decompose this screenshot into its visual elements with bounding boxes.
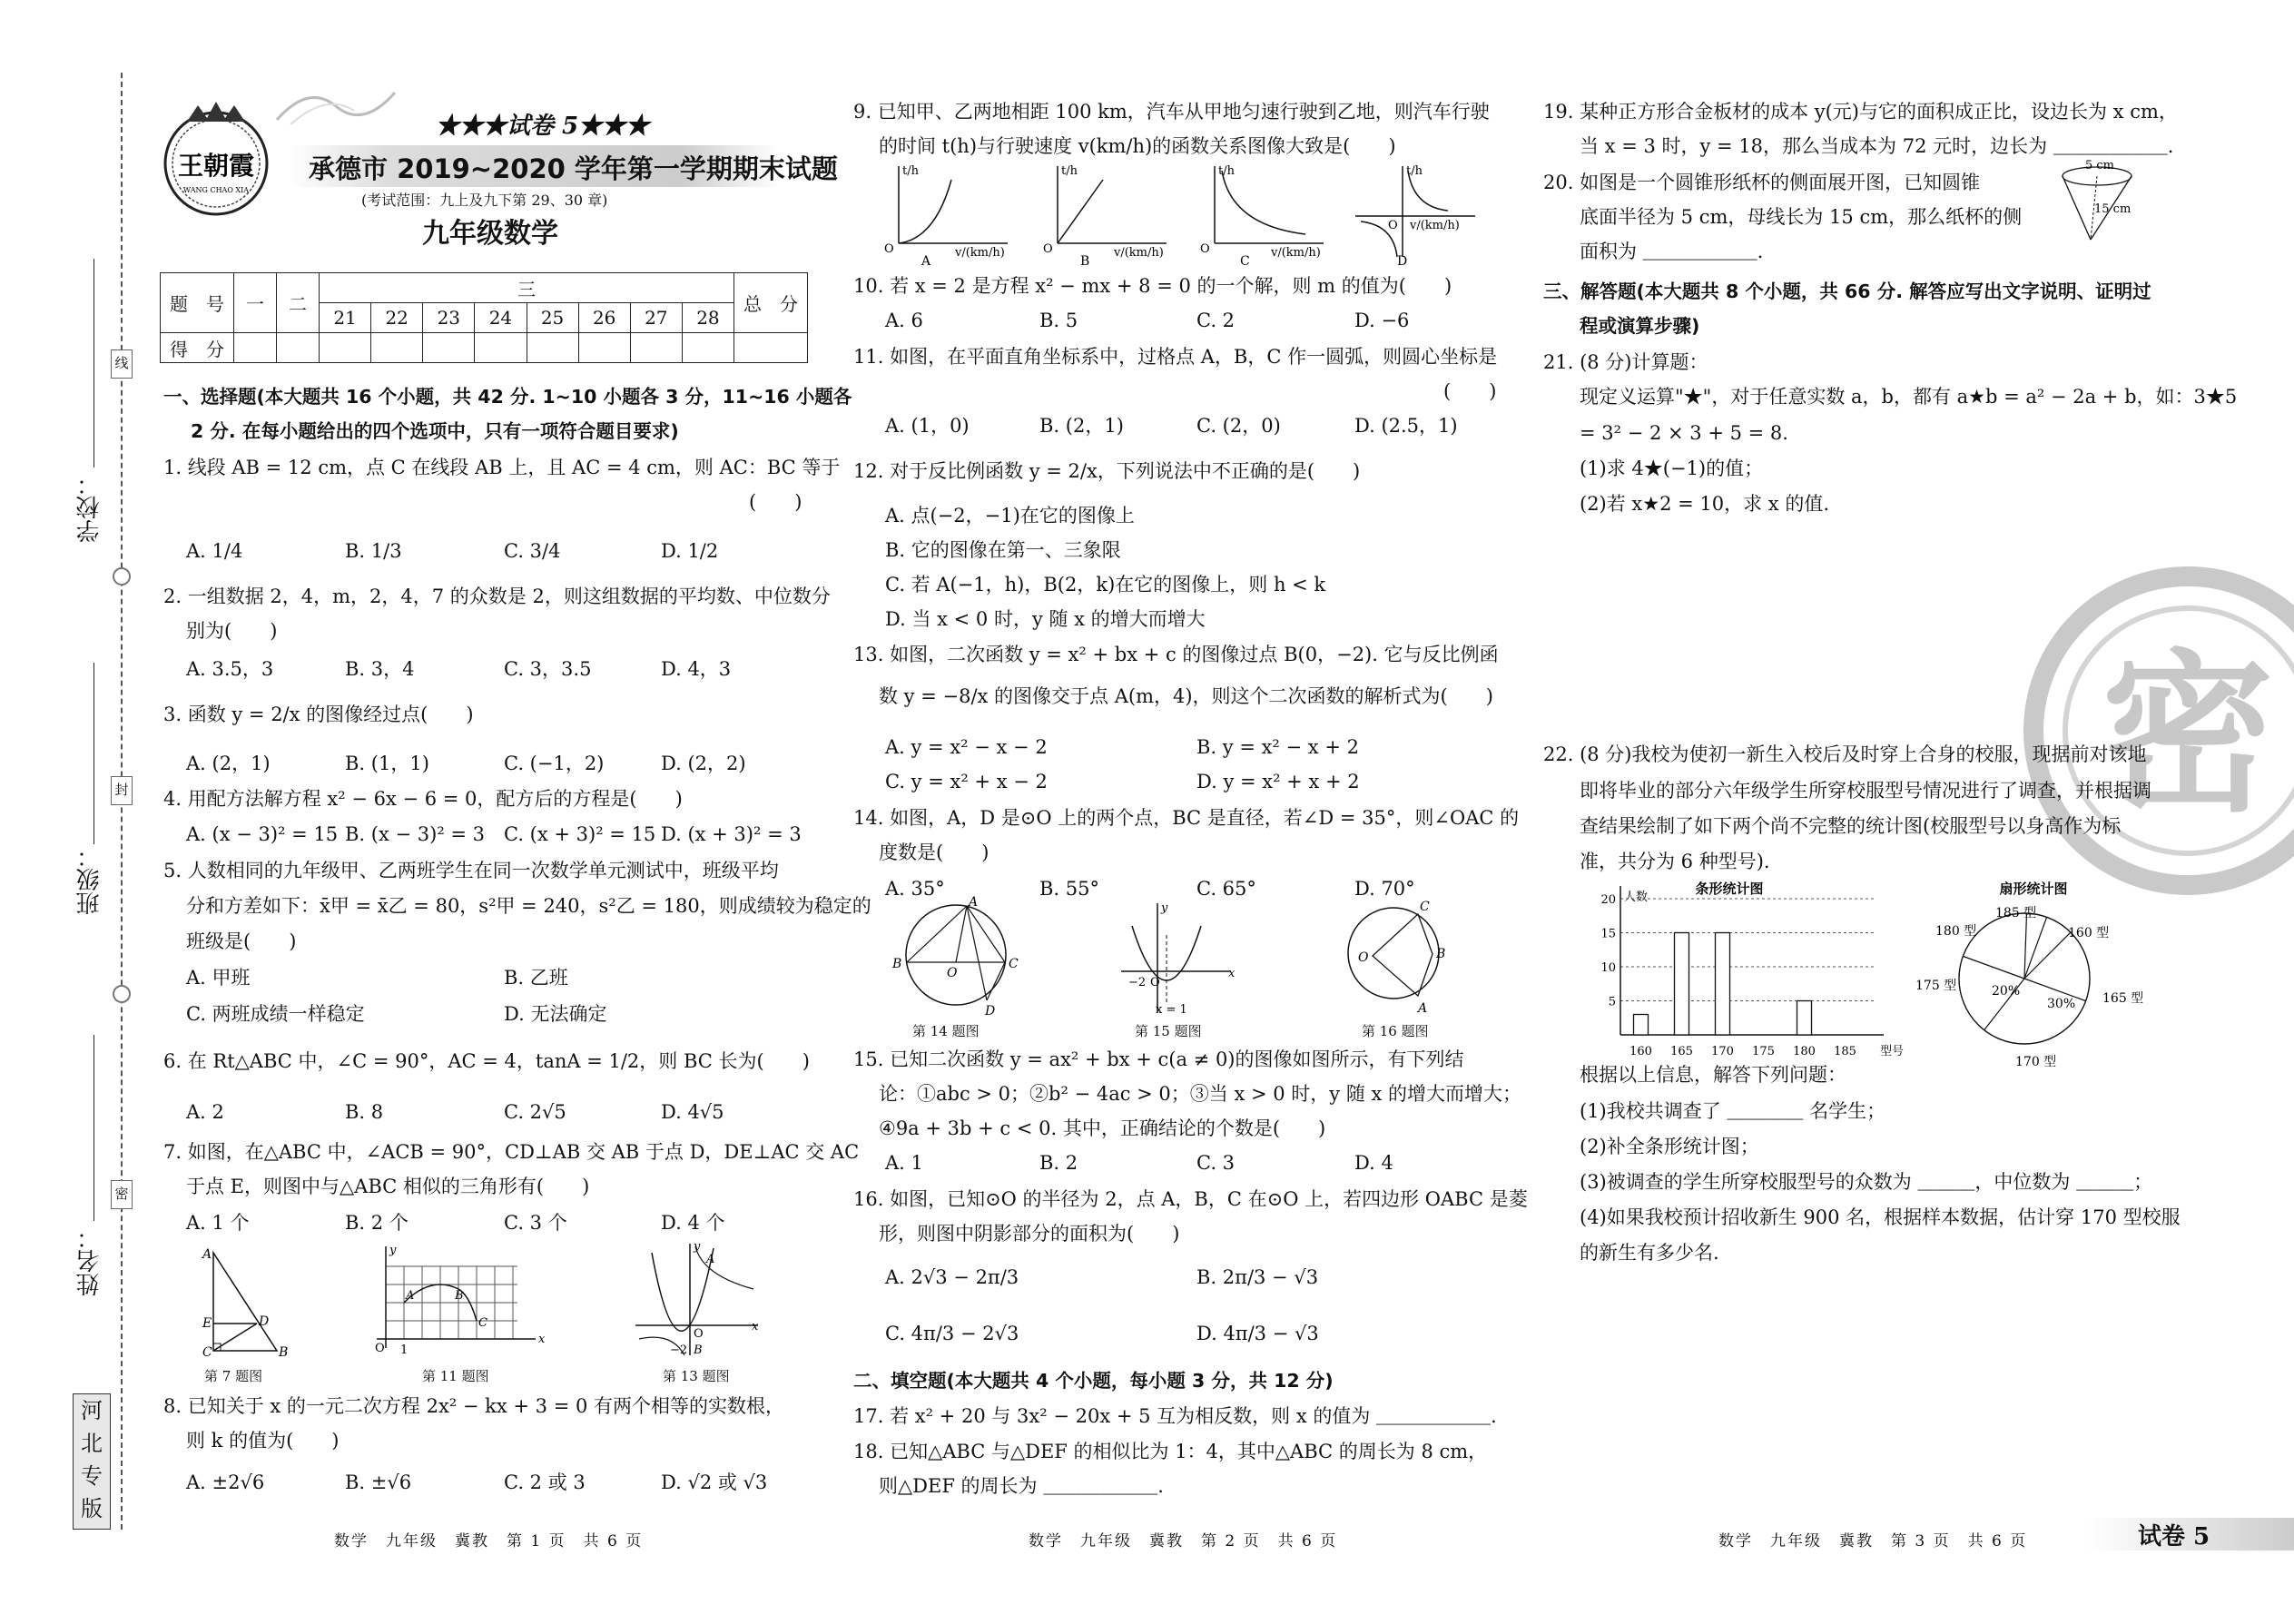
q22-text: 准，共分为 6 种型号). [1580,851,1770,872]
brand-sub: WANG CHAO XIA [182,186,250,194]
axis-label: v/(km/h) [1410,219,1460,232]
q15-option[interactable]: B. 2 [1039,1152,1078,1174]
bar-chart [1593,881,1920,1062]
q20-cont: 面积为 ＿＿＿＿＿＿. [1580,241,1764,262]
q16: 16. 如图，已知⊙O 的半径为 2，点 A，B，C 在⊙O 上，若四边形 OABC 是菱 [853,1188,1528,1210]
q16-option[interactable]: D. 4π/3 − √3 [1196,1323,1319,1344]
q5-option[interactable]: B. 乙班 [504,967,568,989]
secret-stamp [2015,554,2294,908]
bar-chart-xlabel: 型号 [1880,1045,1905,1058]
score-cell[interactable] [682,333,733,363]
fig11-caption: 第 11 题图 [422,1368,489,1384]
corner-label: 试卷 5 [2138,1523,2210,1550]
q15-cont: ④9a + 3b + c < 0. 其中，正确结论的个数是( ) [879,1117,1326,1139]
class-label: 班级： [76,844,103,915]
svg-text:A: A [406,1289,415,1303]
svg-text:−2: −2 [670,1343,688,1357]
q10-option[interactable]: A. 6 [885,310,923,331]
q8-option[interactable]: C. 2 或 3 [504,1471,586,1493]
q5: 5. 人数相同的九年级甲、乙两班学生在同一次数学单元测试中，班级平均 [163,860,779,881]
q10-option[interactable]: B. 5 [1039,310,1078,331]
svg-text:x: x [538,1333,546,1346]
seal-mark-seal: 封 [111,776,133,805]
figure-q20-cone [2047,159,2147,243]
q4-option[interactable]: C. (x + 3)² = 15 [504,823,656,845]
q16-option[interactable]: A. 2√3 − 2π/3 [885,1266,1019,1288]
figure-q14 [885,895,1030,1019]
q-number: 25 [527,303,578,333]
svg-text:E: E [202,1316,212,1331]
svg-text:C: C [202,1345,212,1360]
q5-cont: 分和方差如下：x̄甲 = x̄乙 = 80，s²甲 = 240，s²乙 = 180，则成绩较为稳定的 [186,895,871,917]
q11-option[interactable]: C. (2，0) [1196,415,1281,437]
q4: 4. 用配方法解方程 x² − 6x − 6 = 0，配方后的方程是( ) [163,788,683,810]
y-tick-label: 20 [1600,893,1616,907]
brand-logo [153,98,280,225]
edition-char: 北 [81,1431,103,1456]
q1-option[interactable]: B. 1/3 [345,540,402,562]
svg-text:B: B [455,1289,464,1303]
option-label[interactable]: B [1080,254,1090,269]
score-cell[interactable] [734,333,808,363]
option-label[interactable]: C [1240,254,1250,269]
q12-option[interactable]: A. 点(−2，−1)在它的图像上 [885,505,1135,527]
pie-slice-label: 170 型 [2015,1055,2057,1069]
q22: 22. (8 分)我校为使初一新生入校后及时穿上合身的校服，现据前对该地 [1543,743,2147,765]
page-footer-3: 数学 九年级 冀教 第 3 页 共 6 页 [1718,1532,2028,1550]
q2-cont: 别为( ) [186,620,278,642]
option-label[interactable]: A [921,254,931,269]
q1-option[interactable]: D. 1/2 [661,540,719,562]
q22-part4: (4)如果我校预计招收新生 900 名，根据样本数据，估计穿 170 型校服 [1580,1206,2181,1228]
svg-text:O: O [1358,950,1369,965]
section1-heading-cont: 2 分. 在每小题给出的四个选项中，只有一项符合题目要求) [191,420,679,442]
axis-label: v/(km/h) [955,246,1005,260]
y-tick-label: 15 [1600,927,1616,941]
q16-cont: 形，则图中阴影部分的面积为( ) [879,1223,1180,1245]
q3: 3. 函数 y = 2/x 的图像经过点( ) [163,704,474,725]
section-col: 一 [234,273,277,333]
seal-mark-secret: 密 [111,1180,133,1209]
y-tick-label: 5 [1608,995,1616,1009]
fig13-caption: 第 13 题图 [663,1368,730,1384]
fig15-caption: 第 15 题图 [1135,1023,1202,1039]
figure-q9-d [1348,162,1484,269]
score-cell[interactable] [475,333,527,363]
q18: 18. 已知△ABC 与△DEF 的相似比为 1：4，其中△ABC 的周长为 8 cm， [853,1441,1488,1462]
q22-text: 即将毕业的部分六年级学生所穿校服型号情况进行了调查，并根据调 [1580,780,2151,802]
q21-text: = 3² − 2 × 3 + 5 = 8. [1580,422,1788,444]
svg-text:O: O [1200,242,1210,256]
q-number: 22 [371,303,423,333]
svg-text:B: B [279,1345,289,1360]
q11-option[interactable]: B. (2，1) [1039,415,1124,437]
svg-text:O: O [1043,242,1053,256]
q2-option[interactable]: D. 4，3 [661,658,732,680]
q16-option[interactable]: C. 4π/3 − 2√3 [885,1323,1019,1344]
q7: 7. 如图，在△ABC 中，∠ACB = 90°，CD⊥AB 交 AB 于点 D，DE⊥AC 交 AC [163,1141,860,1163]
q22-part3: (3)被调查的学生所穿校服型号的众数为 ＿＿＿，中位数为 ＿＿＿； [1580,1171,2153,1193]
axis-label: t/h [1218,164,1235,178]
svg-text:y: y [694,1240,701,1254]
q11-option[interactable]: D. (2.5，1) [1354,415,1458,437]
bar [1634,1015,1649,1036]
subject-title: 九年级数学 [422,218,558,250]
q12-option[interactable]: B. 它的图像在第一、三象限 [885,539,1121,561]
svg-text:O: O [1150,976,1160,989]
q8-cont: 则 k 的值为( ) [186,1430,340,1452]
edition-char: 河 [81,1398,103,1423]
score-cell[interactable] [630,333,682,363]
axis-label: t/h [1061,164,1078,178]
pie-chart [1915,881,2170,1069]
q20: 20. 如图是一个圆锥形纸杯的侧面展开图，已知圆锥 [1543,172,1981,193]
q6-option[interactable]: D. 4√5 [661,1101,724,1123]
q21: 21. (8 分)计算题： [1543,351,1708,373]
pie-slice-label: 185 型 [1995,906,2037,920]
x-tick-label: 170 [1711,1045,1734,1058]
figure-q9-b [1039,162,1176,269]
figure-label: 5 cm [2085,159,2115,172]
q22-text: 查结果绘制了如下两个尚不完整的统计图(校服型号以身高作为标 [1580,815,2122,837]
q12-option[interactable]: D. 当 x < 0 时，y 随 x 的增大而增大 [885,608,1206,630]
q11: 11. 如图，在平面直角坐标系中，过格点 A，B，C 作一圆弧，则圆心坐标是 [853,346,1498,368]
q15-option[interactable]: A. 1 [885,1152,923,1174]
q-number: 26 [578,303,630,333]
q17: 17. 若 x² + 20 与 3x² − 20x + 5 互为相反数，则 x 的值为 ＿＿＿＿＿＿. [853,1405,1497,1427]
q-number: 24 [475,303,527,333]
name-label: 姓名： [76,1225,103,1296]
pie-chart-title: 扇形统计图 [1999,881,2068,897]
school-label: 学校： [76,472,103,543]
q21-part2: (2)若 x★2 = 10，求 x 的值. [1580,493,1829,515]
q7-option[interactable]: A. 1 个 [186,1212,250,1234]
q11-option[interactable]: A. (1，0) [885,415,970,437]
axis-label: v/(km/h) [1271,246,1321,260]
x-tick-label: 165 [1670,1045,1693,1058]
score-cell[interactable] [371,333,423,363]
bar [1716,933,1730,1036]
q5-cont: 班级是( ) [186,930,297,952]
q22-part2: (2)补全条形统计图； [1580,1136,1759,1157]
section-col: 三 [320,273,734,303]
paper-badge: ★★★试卷 5★★★ [436,113,650,140]
section3-heading: 三、解答题(本大题共 8 个小题，共 66 分. 解答应写出文字说明、证明过 [1543,281,2151,302]
brand-name: 王朝霞 [177,151,255,181]
binding-hole-2 [113,985,131,1003]
q2-option[interactable]: B. 3，4 [345,658,415,680]
svg-text:x: x [752,1320,759,1334]
x-tick-label: 185 [1834,1045,1856,1058]
q3-option[interactable]: C. (−1，2) [504,753,605,774]
svg-text:C: C [478,1316,487,1330]
svg-text:O: O [375,1342,385,1355]
q14-option[interactable]: B. 55° [1039,878,1100,900]
score-cell[interactable] [277,333,320,363]
section-col: 二 [277,273,320,333]
svg-text:y: y [389,1244,397,1257]
total-col: 总 分 [734,273,808,333]
fig16-caption: 第 16 题图 [1362,1023,1429,1039]
q6-option[interactable]: B. 8 [345,1101,384,1123]
q6-option[interactable]: A. 2 [186,1101,224,1123]
q13: 13. 如图，二次函数 y = x² + bx + c 的图像过点 B(0，−2). 它与反比例函 [853,644,1499,665]
svg-text:B: B [892,957,902,971]
svg-text:1: 1 [400,1343,409,1357]
q8-option[interactable]: D. √2 或 √3 [661,1471,768,1493]
x-tick-label: 175 [1752,1045,1775,1058]
figure-q7 [186,1244,295,1362]
q13-option[interactable]: B. y = x² − x + 2 [1196,736,1359,758]
q22-part4-cont: 的新生有多少名. [1580,1242,1719,1264]
row-label: 得 分 [161,333,234,363]
q5-option[interactable]: C. 两班成绩一样稳定 [186,1003,365,1025]
score-cell[interactable] [527,333,578,363]
svg-text:O: O [694,1327,704,1341]
q5-option[interactable]: A. 甲班 [186,967,251,989]
x-tick-label: 180 [1793,1045,1816,1058]
q13-cont: 数 y = −8/x 的图像交于点 A(m，4)，则这个二次函数的解析式为( ) [879,685,1493,707]
axis-note: x = 1 [1156,1003,1187,1017]
q13-option[interactable]: A. y = x² − x − 2 [885,736,1048,758]
svg-text:y: y [1161,901,1168,915]
svg-text:B: B [1436,947,1446,961]
q11-paren: ( ) [1443,380,1497,402]
edition-char: 版 [81,1496,103,1521]
q14-option[interactable]: C. 65° [1196,878,1256,900]
q1-option[interactable]: A. 1/4 [186,540,243,562]
q21-text: 现定义运算"★"，对于任意实数 a，b，都有 a★b = a² − 2a + b，如：3★5 [1580,386,2238,408]
svg-text:A: A [706,1253,715,1266]
fig7-caption: 第 7 题图 [204,1368,263,1384]
axis-label: t/h [902,164,919,178]
bar-chart-ylabel: 人数 [1624,891,1649,904]
svg-text:B: B [694,1343,703,1357]
score-cell[interactable] [234,333,277,363]
q3-option[interactable]: D. (2，2) [661,753,746,774]
q14-option[interactable]: D. 70° [1354,878,1415,900]
q13-option[interactable]: C. y = x² + x − 2 [885,771,1048,792]
pie-slice-label: 175 型 [1915,979,1957,993]
svg-text:C: C [1009,957,1019,971]
figure-q16 [1334,894,1462,1017]
svg-text:O: O [1388,219,1398,232]
q2-option[interactable]: A. 3.5，3 [186,658,274,680]
bar-chart-title: 条形统计图 [1695,881,1764,897]
option-label[interactable]: D [1397,254,1408,269]
page-footer-1: 数学 九年级 冀教 第 1 页 共 6 页 [334,1532,644,1550]
section1-heading: 一、选择题(本大题共 16 个小题，共 42 分. 1~10 小题各 3 分，11~16 小题各 [163,386,852,408]
q10-option[interactable]: C. 2 [1196,310,1236,331]
q12-option[interactable]: C. 若 A(−1，h)，B(2，k)在它的图像上，则 h < k [885,574,1326,595]
figure-q9-c [1196,162,1333,269]
q1-paren: ( ) [749,491,802,513]
pie-slice-label: 180 型 [1935,924,1977,939]
q1-option[interactable]: C. 3/4 [504,540,561,562]
q21-part1: (1)求 4★(−1)的值； [1580,458,1764,479]
figure-q11 [368,1239,549,1362]
q19-cont: 当 x = 3 时，y = 18，那么当成本为 72 元时，边长为 ＿＿＿＿＿＿. [1580,135,2174,157]
q5-option[interactable]: D. 无法确定 [504,1003,607,1025]
pie-slice-label: 165 型 [2102,991,2144,1006]
svg-text:O: O [947,966,958,980]
axis-label: t/h [1406,164,1423,178]
q-number: 27 [630,303,682,333]
ribbon-decoration [272,84,399,129]
q14: 14. 如图，A，D 是⊙O 上的两个点，BC 是直径，若∠D = 35°，则∠OAC 的 [853,807,1520,829]
q2-option[interactable]: C. 3，3.5 [504,658,592,680]
q15-option[interactable]: C. 3 [1196,1152,1236,1174]
col-label: 题 号 [161,273,234,333]
svg-text:D: D [985,1004,996,1019]
q7-option[interactable]: B. 2 个 [345,1212,409,1234]
q-number: 21 [320,303,371,333]
q4-option[interactable]: B. (x − 3)² = 3 [345,823,486,845]
svg-text:O: O [884,242,894,256]
q6: 6. 在 Rt△ABC 中，∠C = 90°，AC = 4，tanA = 1/2，则 BC 长为( ) [163,1050,810,1072]
q22-part1: (1)我校共调查了 ＿＿＿＿ 名学生； [1580,1100,1886,1122]
binding-hole-1 [113,567,131,586]
q7-cont: 于点 E，则图中与△ABC 相似的三角形有( ) [186,1176,590,1197]
fig14-caption: 第 14 题图 [912,1023,980,1039]
section2-heading: 二、填空题(本大题共 4 个小题，每小题 3 分，共 12 分) [853,1370,1334,1392]
q4-option[interactable]: D. (x + 3)² = 3 [661,823,802,845]
q10: 10. 若 x = 2 是方程 x² − mx + 8 = 0 的一个解，则 m 的值为( ) [853,275,1452,297]
x-tick-label: 160 [1629,1045,1652,1058]
q9: 9. 已知甲、乙两地相距 100 km，汽车从甲地匀速行驶到乙地，则汽车行驶 [853,101,1490,123]
q14-cont: 度数是( ) [879,842,989,863]
svg-text:D: D [259,1314,270,1329]
q7-option[interactable]: C. 3 个 [504,1212,567,1234]
pie-percent-label: 30% [2047,997,2076,1011]
q3-option[interactable]: A. (2，1) [186,753,271,774]
q-number: 28 [682,303,733,333]
bar [1675,933,1689,1036]
svg-text:A: A [1418,1001,1428,1016]
q4-option[interactable]: A. (x − 3)² = 15 [186,823,339,845]
q12: 12. 对于反比例函数 y = 2/x，下列说法中不正确的是( ) [853,460,1361,482]
q2: 2. 一组数据 2，4，m，2，4，7 的众数是 2，则这组数据的平均数、中位数分 [163,586,831,607]
q19: 19. 某种正方形合金板材的成本 y(元)与它的面积成正比，设边长为 x cm， [1543,101,2178,123]
q18-cont: 则△DEF 的周长为 ＿＿＿＿＿＿. [879,1475,1164,1497]
svg-text:x: x [1228,967,1236,980]
q16-option[interactable]: B. 2π/3 − √3 [1196,1266,1319,1288]
exam-title: 承德市 2019~2020 学年第一学期期末试题 [309,153,838,184]
score-cell[interactable] [578,333,630,363]
q20-cont: 底面半径为 5 cm，母线长为 15 cm，那么纸杯的侧 [1580,206,2023,228]
score-cell[interactable] [423,333,475,363]
edition-badge [73,1393,111,1530]
q1: 1. 线段 AB = 12 cm，点 C 在线段 AB 上，且 AC = 4 cm，则 AC：BC 等于 [163,457,841,478]
axis-label: v/(km/h) [1114,246,1164,260]
pie-percent-label: 20% [1992,984,2021,999]
figure-q13 [635,1239,763,1362]
stamp-text: 密 [2101,633,2275,835]
q8: 8. 已知关于 x 的一元二次方程 2x² − kx + 3 = 0 有两个相等的实数根， [163,1395,785,1417]
q10-option[interactable]: D. −6 [1354,310,1410,331]
bar [1797,1001,1812,1036]
score-table [160,272,808,363]
q6-option[interactable]: C. 2√5 [504,1101,566,1123]
edition-char: 专 [81,1463,103,1489]
figure-label: 15 cm [2094,202,2132,216]
q13-option[interactable]: D. y = x² + x + 2 [1196,771,1360,792]
figure-q9-a [881,162,1017,269]
svg-text:A: A [202,1247,212,1262]
q15-option[interactable]: D. 4 [1354,1152,1393,1174]
svg-text:A: A [969,895,979,910]
q15-cont: 论：①abc > 0；②b² − 4ac > 0；③当 x > 0 时，y 随 x 的增大而增大； [879,1083,1522,1105]
q22-intro: 根据以上信息，解答下列问题： [1580,1064,1846,1086]
q9-cont: 的时间 t(h)与行驶速度 v(km/h)的函数关系图像大致是( ) [879,135,1396,157]
exam-scope: (考试范围：九上及九下第 29、30 章) [361,192,608,209]
section3-heading-cont: 程或演算步骤) [1580,315,1700,337]
figure-q15 [1112,899,1239,1017]
q8-option[interactable]: B. ±√6 [345,1471,412,1493]
q14-option[interactable]: A. 35° [885,878,945,900]
q7-option[interactable]: D. 4 个 [661,1212,725,1234]
pie-slice-label: 160 型 [2068,926,2110,940]
q15: 15. 已知二次函数 y = ax² + bx + c(a ≠ 0)的图像如图所示，有下列结 [853,1048,1464,1070]
seal-mark-line: 线 [111,349,133,379]
q-number: 23 [423,303,475,333]
y-tick-label: 10 [1600,961,1616,975]
score-cell[interactable] [320,333,371,363]
q8-option[interactable]: A. ±2√6 [186,1471,265,1493]
page-footer-2: 数学 九年级 冀教 第 2 页 共 6 页 [1029,1532,1338,1550]
svg-text:C: C [1420,900,1430,914]
q3-option[interactable]: B. (1，1) [345,753,429,774]
svg-text:−2: −2 [1128,976,1147,989]
